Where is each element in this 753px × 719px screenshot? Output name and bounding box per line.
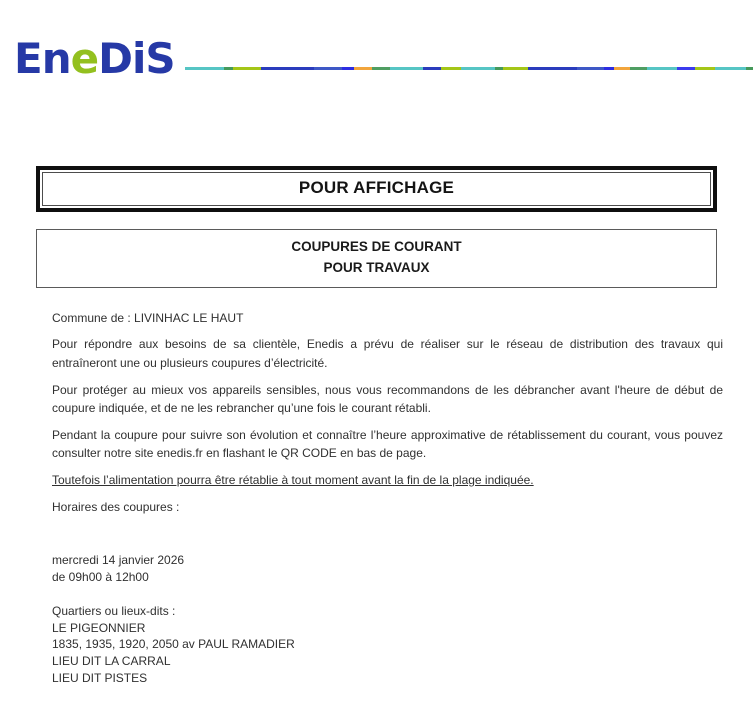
divider-segment — [577, 67, 604, 70]
outage-title-line1: COUPURES DE COURANT — [291, 239, 462, 254]
logo-text-part2: e — [70, 34, 99, 83]
intro-paragraph: Pour répondre aux besoins de sa clientèle, Enedis a prévu de réaliser sur le réseau de distribution des travaux qui entraîneront une ou plusieurs coupures d’électricité. — [52, 337, 723, 371]
divider-segment — [314, 67, 342, 70]
divider-segment — [614, 67, 631, 70]
display-banner-title: POUR AFFICHAGE — [42, 172, 711, 206]
display-banner-box — [36, 166, 717, 212]
logo-text-part3: DiS — [98, 34, 175, 83]
schedule-time: de 09h00 à 12h00 — [52, 569, 149, 584]
document-header — [0, 0, 753, 83]
divider-segment — [224, 67, 232, 70]
location-item: LE PIGEONNIER — [52, 620, 146, 635]
schedule-label: Horaires des coupures : — [52, 499, 180, 514]
divider-segment — [604, 67, 614, 70]
divider-segment — [695, 67, 715, 70]
divider-segment — [715, 67, 746, 70]
schedule-date: mercredi 14 janvier 2026 — [52, 553, 185, 568]
brand-divider-line — [185, 67, 753, 70]
divider-segment — [372, 67, 390, 70]
divider-segment — [261, 67, 314, 70]
divider-segment — [647, 67, 677, 70]
notice-body — [52, 309, 723, 687]
divider-segment — [233, 67, 261, 70]
restoration-notice: Toutefois l’alimentation pourra être rétablie à tout moment avant la fin de la plage indiquée. — [52, 473, 534, 487]
logo-text-part1: En — [14, 34, 71, 83]
schedule-block — [52, 552, 723, 586]
location-item: LIEU DIT PISTES — [52, 670, 148, 685]
divider-segment — [423, 67, 441, 70]
enedis-logo — [14, 34, 175, 83]
advice-paragraph: Pour protéger au mieux vos appareils sensibles, nous vous recommandons de les débrancher avant l'heure de début de coupure indiquée, et de ne les rebrancher qu’une fois le courant rétabli. — [52, 382, 723, 416]
outage-title-box — [36, 229, 717, 288]
divider-segment — [441, 67, 461, 70]
divider-segment — [354, 67, 372, 70]
divider-segment — [746, 67, 753, 70]
divider-segment — [630, 67, 647, 70]
location-item: 1835, 1935, 1920, 2050 av PAUL RAMADIER — [52, 637, 295, 652]
divider-segment — [528, 67, 578, 70]
divider-segment — [677, 67, 695, 70]
divider-segment — [503, 67, 528, 70]
location-item: LIEU DIT LA CARRAL — [52, 654, 171, 669]
divider-segment — [185, 67, 225, 70]
locations-label: Quartiers ou lieux-dits : — [52, 603, 176, 618]
qrcode-paragraph: Pendant la coupure pour suivre son évolution et connaître l’heure approximative de rétablissement du courant, vous pouvez consulter notre site enedis.fr en flashant le QR CODE en bas de page. — [52, 427, 723, 461]
divider-segment — [461, 67, 494, 70]
locations-block — [52, 603, 723, 687]
divider-segment — [342, 67, 354, 70]
divider-segment — [390, 67, 423, 70]
commune-line: Commune de : LIVINHAC LE HAUT — [52, 310, 244, 325]
outage-title-line2: POUR TRAVAUX — [323, 259, 430, 275]
divider-segment — [495, 67, 503, 70]
